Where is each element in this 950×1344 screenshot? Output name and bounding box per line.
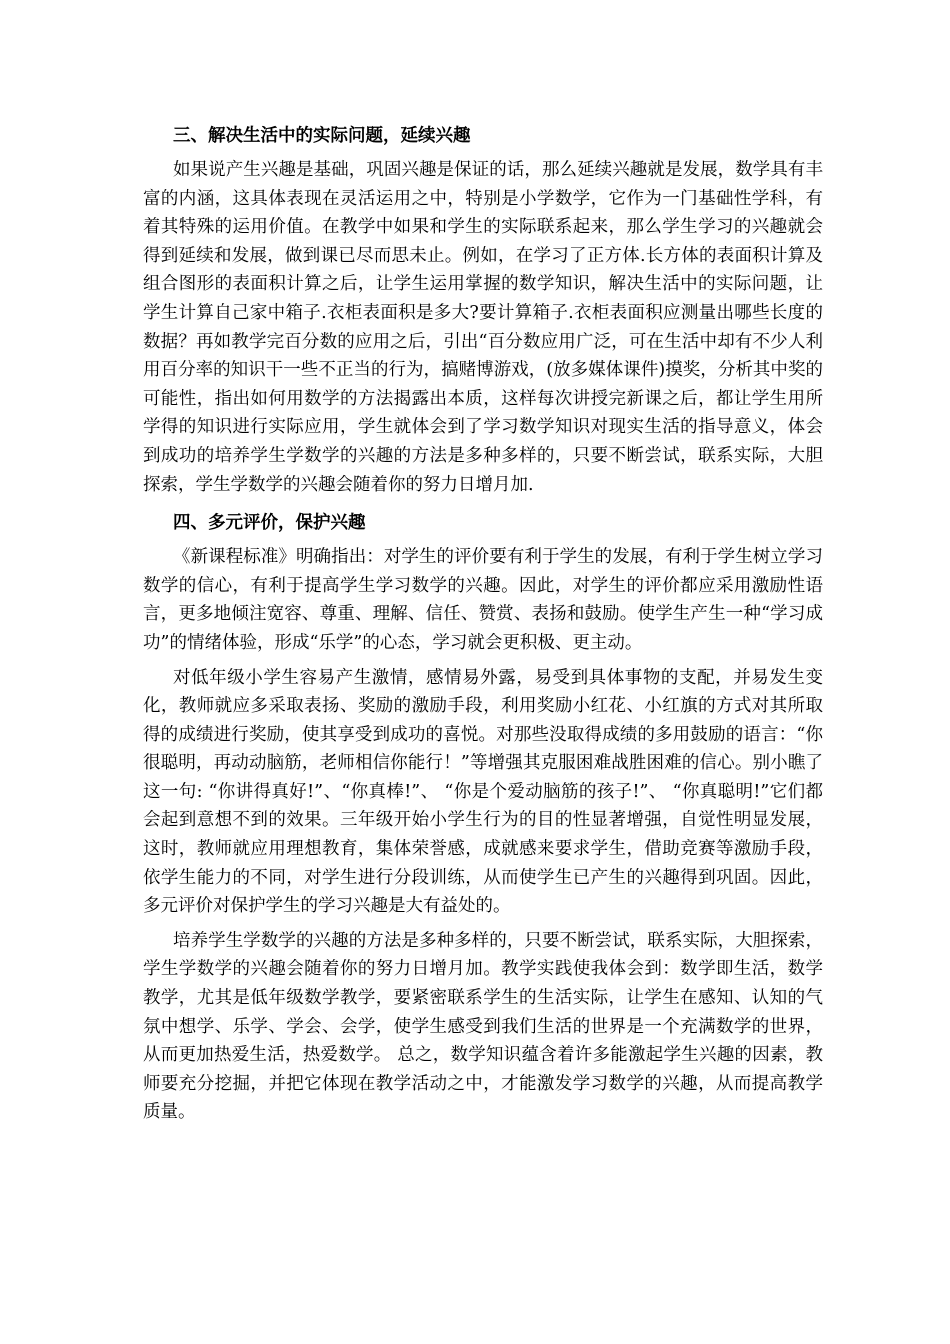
section-heading-4: 四、多元评价，保护兴趣 [173,513,366,534]
section-4-paragraph-2: 对低年级小学生容易产生激情，感情易外露，易受到具体事物的支配，并易发生变化，教师就应多采取表扬、奖励的激励手段，利用奖励小红花、小红旗的方式对其所取得的成绩进行奖励，使其享受到成功的喜悦。对那些没取得成绩的多用鼓励的语言：“你很聪明，再动动脑筋，老师相信你能行！”等增强其克服困难战胜困难的信心。别小瞧了这一句: “你讲得真好!”、“你真棒!”、 “你是个爱动脑筋的孩子!”、 “你真聪明!”它们都会起到意想不到的效果。三年级开始小学生行为的目的性显著增强，自觉性明显发展，这时，教师就应用理想教育，集体荣誉感，成就感来要求学生，借助竞赛等激励手段，依学生能力的不同，对学生进行分段训练，从而使学生已产生的兴趣得到巩固。因此，多元评价对保护学生的学习兴趣是大有益处的。 [143,667,823,917]
section-4-paragraph-3: 培养学生学数学的兴趣的方法是多种多样的，只要不断尝试，联系实际，大胆探索，学生学数学的兴趣会随着你的努力日增月加。教学实践使我体会到：数学即生活，数学教学，尤其是低年级数学教学，要紧密联系学生的生活实际，让学生在感知、认知的气氛中想学、乐学、学会、会学，使学生感受到我们生活的世界是一个充满数学的世界，从而更加热爱生活，热爱数学。 总之，数学知识蕴含着许多能激起学生兴趣的因素，教师要充分挖掘，并把它体现在教学活动之中，才能激发学习数学的兴趣，从而提高教学质量。 [143,930,823,1123]
section-4-paragraph-1: 《新课程标准》明确指出：对学生的评价要有利于学生的发展，有利于学生树立学习数学的信心，有利于提高学生学习数学的兴趣。因此，对学生的评价都应采用激励性语言，更多地倾注宽容、尊重、理解、信任、赞赏、表扬和鼓励。使学生产生一种“学习成功”的情绪体验，形成“乐学”的心态，学习就会更积极、更主动。 [143,547,823,653]
section-3-paragraph-1: 如果说产生兴趣是基础，巩固兴趣是保证的话，那么延续兴趣就是发展，数学具有丰富的内涵，这具体表现在灵活运用之中，特别是小学数学，它作为一门基础性学科，有着其特殊的运用价值。在教学中如果和学生的实际联系起来，那么学生学习的兴趣就会得到延续和发展，做到课已尽而思未止。例如，在学习了正方体.长方体的表面积计算及组合图形的表面积计算之后，让学生运用掌握的数学知识，解决生活中的实际问题，让学生计算自己家中箱子.衣柜表面积是多大?要计算箱子.衣柜表面积应测量出哪些长度的数据？再如教学完百分数的应用之后，引出“百分数应用广泛，可在生活中却有不少人利用百分率的知识干一些不正当的行为，搞赌博游戏，(放多媒体课件)摸奖，分析其中奖的可能性，指出如何用数学的方法揭露出本质，这样每次讲授完新课之后，都让学生用所学得的知识进行实际应用，学生就体会到了学习数学知识对现实生活的指导意义，体会到成功的培养学生学数学的兴趣的方法是多种多样的，只要不断尝试，联系实际，大胆探索，学生学数学的兴趣会随着你的努力日增月加. [143,160,823,495]
section-heading-3: 三、解决生活中的实际问题，延续兴趣 [173,126,471,146]
document-page [143,122,823,1127]
